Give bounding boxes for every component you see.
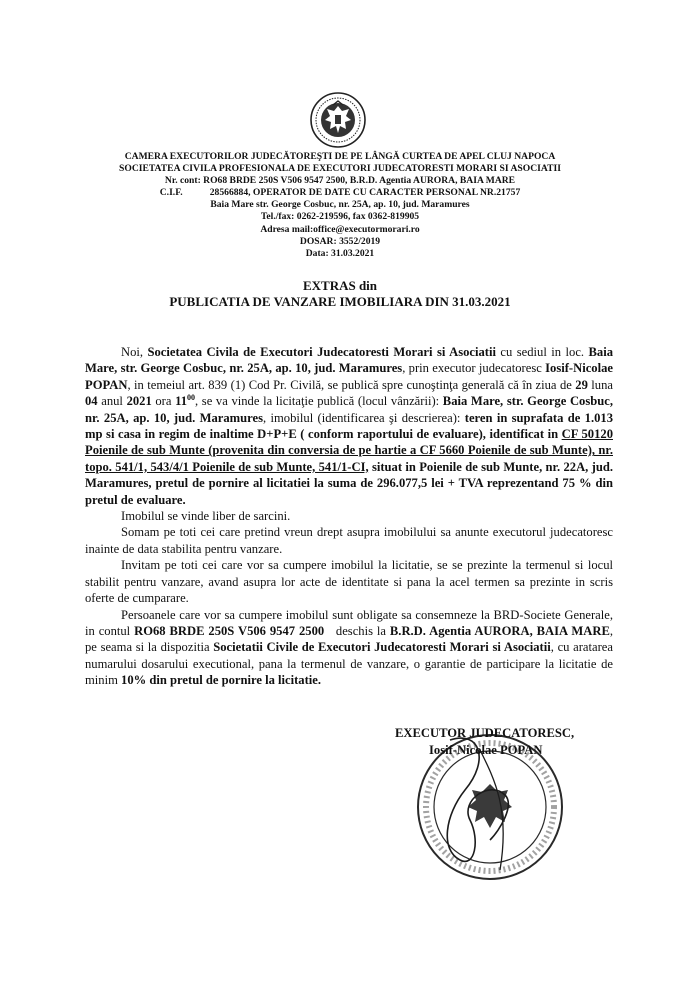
cif-line xyxy=(60,187,620,199)
text-run: luna xyxy=(587,377,613,392)
signature-block xyxy=(395,725,625,759)
executor-name: Iosif-Nicolae POPAN xyxy=(429,743,543,757)
email-address: Adresa mail:office@executormorari.ro xyxy=(260,223,420,235)
text-run: , imobilul (identificarea şi descrierea): xyxy=(263,410,465,425)
title-line-1: EXTRAS din xyxy=(302,278,378,293)
bank-account: Nr. cont: RO68 BRDE 250S V506 9547 2500, B.R.D. Agentia AURORA, BAIA MARE xyxy=(164,175,516,187)
text-run: cu sediul in loc. xyxy=(495,345,589,359)
bold-run: teren in suprafata de 1.013 mp si casa in regim de inaltime D+P+E ( conform raportului de evaluare), identificat in xyxy=(85,410,614,442)
bold-run: 11 xyxy=(175,394,188,409)
text-run: , in temeiul art. 839 (1) Cod Pr. Civilă, se publică spre cunoştinţa generală că în ziua de xyxy=(127,377,576,392)
document-date: Data: 31.03.2021 xyxy=(305,247,375,259)
cif-label: C.I.F. xyxy=(159,187,183,199)
document-title xyxy=(40,278,640,310)
text-run: , prin executor judecatoresc xyxy=(402,361,546,376)
paragraph-sale-notice xyxy=(85,344,613,508)
executor-title: EXECUTOR JUDECATORESC, xyxy=(395,726,575,740)
title-line-2: PUBLICATIA DE VANZARE IMOBILIARA DIN 31.03.2021 xyxy=(169,294,511,309)
phone-fax: Tel./fax: 0262-219596, fax 0362-819905 xyxy=(260,211,420,223)
text-run: , se va vinde la licitaţie publică (locul vânzării): xyxy=(195,394,443,409)
paragraph-guarantee xyxy=(85,607,613,689)
bold-run: 2021 xyxy=(126,394,152,409)
bold-run: 04 xyxy=(85,394,98,409)
bold-run: Iosif-Nicolae POPAN xyxy=(85,361,613,392)
bold-run: 29 xyxy=(575,377,588,392)
paragraph-summons: Somam pe toti cei care pretind vreun drept asupra imobilului sa anunte executorul judecatoresc inainte de data stabilita pentru vanzare. xyxy=(85,525,613,556)
cif-value: 28566884, OPERATOR DE DATE CU CARACTER PERSONAL NR.21757 xyxy=(209,187,521,199)
bold-run: 10% din pretul de pornire la licitatie. xyxy=(121,673,322,688)
paragraph-no-encumbrances: Imobilul se vinde liber de sarcini. xyxy=(121,509,291,524)
text-run: Persoanele care vor sa cumpere imobilul sunt obligate sa consemneze la BRD-Societe Generale, in contul xyxy=(85,607,613,638)
text-run: deschis la xyxy=(324,623,390,638)
coat-of-arms-emblem-icon xyxy=(309,91,367,149)
bold-run: Baia Mare, str. George Cosbuc, nr. 25A, ap. 10, jud. Maramures xyxy=(85,394,613,425)
underlined-run: CF 50120 Poienile de sub Munte (provenita din conversia de pe hartie a CF 5660 Poienile de sub Munte), nr. topo. 541/1, 543/4/1 Poienile de sub Munte, 541/1-CI, xyxy=(85,427,613,474)
case-number: DOSAR: 3552/2019 xyxy=(299,235,381,247)
bold-run: situat in Poienile de sub Munte, nr. 22A, jud. Maramures, pretul de pornire al licitatiei la suma de 296.077,5 lei + TVA reprezentand 75 % din pretul de evaluare. xyxy=(85,459,613,507)
text-run: , pe seama si la dispozitia xyxy=(85,623,614,655)
text-run: anul xyxy=(97,394,127,409)
office-address: Baia Mare str. George Cosbuc, nr. 25A, ap. 10, jud. Maramures xyxy=(210,199,470,211)
chamber-name: CAMERA EXECUTORILOR JUDECĂTOREŞTI DE PE LÂNGĂ CURTEA DE APEL CLUJ NAPOCA xyxy=(124,151,556,162)
superscript-run: 00 xyxy=(187,393,196,403)
bold-run: Societatii Civile de Executori Judecatoresti Morari si Asociatii xyxy=(213,640,551,655)
bold-run: Societatea Civila de Executori Judecatoresti Morari si Asociatii xyxy=(147,345,496,359)
bold-run: RO68 BRDE 250S V506 9547 2500 xyxy=(134,623,325,638)
bold-run: B.R.D. Agentia AURORA, BAIA MARE xyxy=(389,623,610,638)
text-run: ora xyxy=(151,394,176,409)
company-name: SOCIETATEA CIVILA PROFESIONALA DE EXECUTORI JUDECATORESTI MORARI SI ASOCIATII xyxy=(119,163,561,175)
letterhead xyxy=(60,151,620,260)
document-body xyxy=(85,344,613,689)
text-run: Noi, xyxy=(121,345,148,359)
bold-run: Baia Mare, str. George Cosbuc, nr. 25A, ap. 10, jud. Maramures xyxy=(85,345,614,376)
paragraph-invitation: Invitam pe toti cei care vor sa cumpere imobilul la licitatie, se se prezinte la termenul si locul stabilit pentru vanzare, avand asupra lor acte de identitate si pana la acel termen sa prezinte in scris oferte de cumparare. xyxy=(85,558,613,606)
text-run: , cu aratarea numarului dosarului executional, pana la termenul de vanzare, o garantie de participare la licitatie de minim xyxy=(85,640,613,688)
